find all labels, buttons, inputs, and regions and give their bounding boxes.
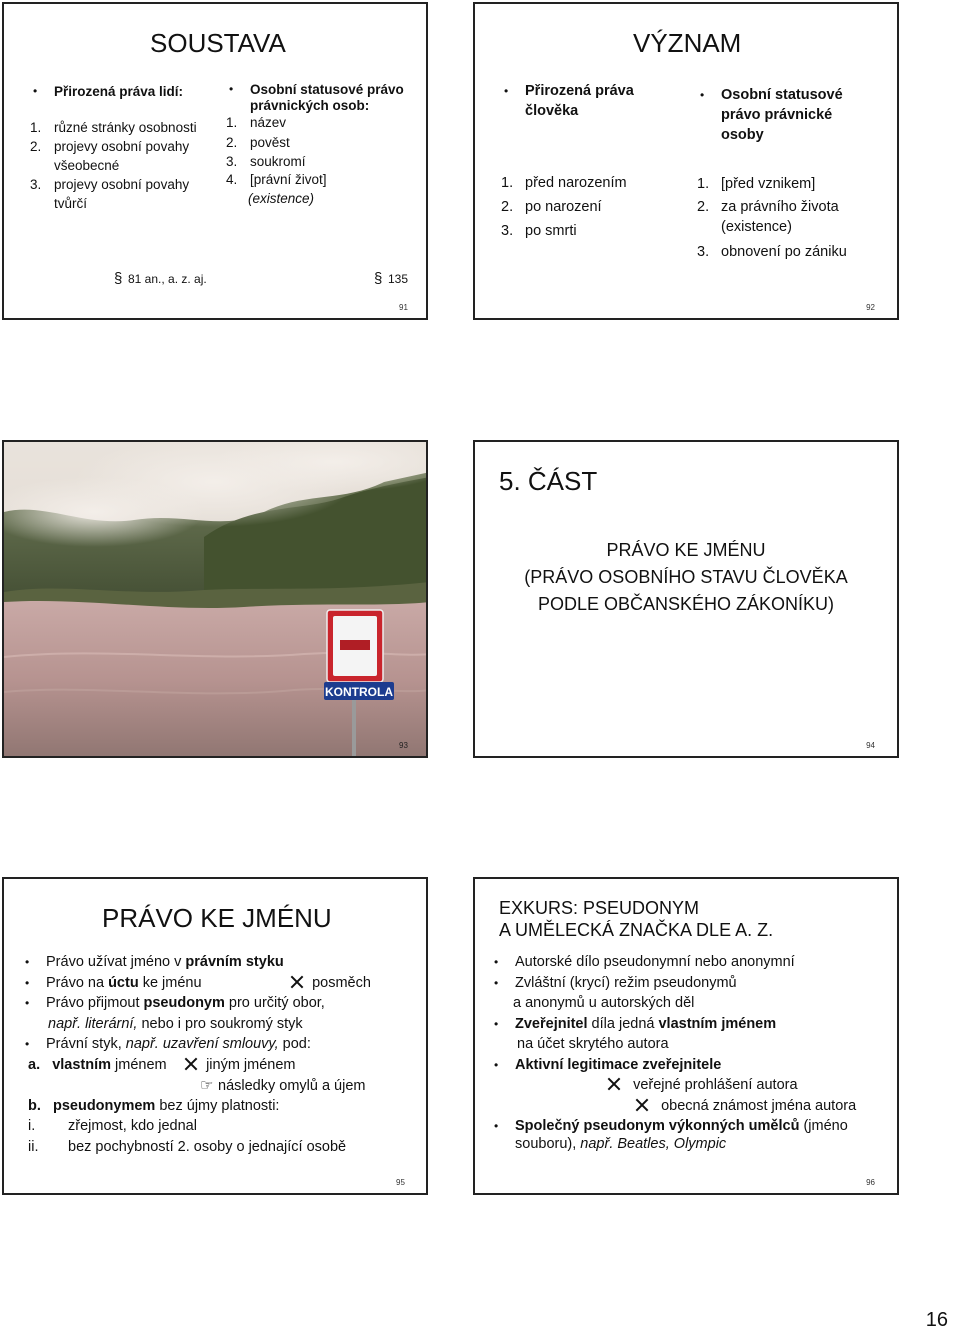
slide-title-2: A UMĚLECKÁ ZNAČKA DLE A. Z.	[499, 920, 774, 940]
sub-item-a: a. vlastním jménem	[28, 1057, 167, 1073]
list-item: tvůrčí	[54, 196, 88, 211]
right-heading-3: osoby	[721, 127, 764, 143]
slide-95	[2, 877, 428, 1195]
list-item: pověst	[250, 135, 290, 150]
list-num: 3.	[697, 244, 710, 260]
slide-94	[473, 440, 899, 758]
list-item: • Právo přijmout pseudonym pro určitý obor,	[46, 994, 325, 1013]
contrast-item: jiným jménem	[184, 1056, 296, 1075]
river-photo	[4, 442, 428, 758]
list-item: [před vznikem]	[721, 176, 816, 192]
slide-number: 94	[866, 741, 875, 750]
left-heading: • Přirozená práva lidí:	[54, 82, 183, 101]
section-icon	[374, 272, 388, 284]
slide-title: 5. ČÁST	[499, 466, 598, 496]
right-heading: • Osobní statusové	[721, 86, 843, 105]
list-item: (existence)	[721, 219, 792, 235]
list-item: • Aktivní legitimace zveřejnitele	[515, 1056, 721, 1075]
list-item: za právního života	[721, 199, 839, 215]
list-num: 1.	[697, 176, 710, 192]
sub-item: bez pochybností 2. osoby o jednající osobě	[68, 1139, 347, 1155]
list-item: • Právo užívat jméno v právním styku	[46, 953, 284, 972]
slide-number: 92	[866, 303, 875, 312]
list-num: 3.	[501, 223, 514, 239]
subtitle-line: PODLE OBČANSKÉHO ZÁKONÍKU)	[537, 594, 835, 614]
list-item-cont: souboru), např. Beatles, Olympic	[515, 1136, 727, 1152]
law-ref-left: §81 an., a. z. aj.	[114, 270, 207, 289]
list-item: projevy osobní povahy	[54, 139, 190, 154]
list-item: (existence)	[248, 191, 315, 206]
list-item: soukromí	[250, 154, 306, 169]
sub-item-b: b. pseudonymem bez újmy platnosti:	[28, 1098, 280, 1114]
cross-icon	[635, 1098, 649, 1112]
sign-label: KONTROLA	[325, 685, 393, 699]
slide-number: 93	[399, 741, 408, 750]
list-num: 2.	[30, 139, 42, 154]
list-item: • Právo na úctu ke jménu	[46, 974, 202, 993]
consequence-item: ☞ následky omylů a újem	[200, 1077, 366, 1094]
roman-num: ii.	[28, 1139, 39, 1155]
list-num: 3.	[226, 154, 238, 169]
list-item-cont: např. literární, nebo i pro soukromý styk	[48, 1016, 303, 1032]
slide-96	[473, 877, 899, 1195]
slide-91	[2, 2, 428, 320]
list-item: • Právní styk, např. uzavření smlouvy, pod:	[46, 1035, 311, 1054]
left-heading: • Přirozená práva	[525, 82, 634, 101]
slide-title: EXKURS: PSEUDONYM	[499, 898, 700, 918]
slide-number: 96	[866, 1178, 875, 1187]
list-item: různé stránky osobnosti	[54, 120, 197, 135]
list-num: 1.	[226, 115, 238, 130]
right-heading: • Osobní statusové právo	[250, 80, 404, 99]
subtitle-line: PRÁVO KE JMÉNU	[606, 540, 766, 560]
slide-93	[2, 440, 428, 758]
list-num: 2.	[226, 135, 238, 150]
slide-92	[473, 2, 899, 320]
list-num: 2.	[697, 199, 710, 215]
list-item: • Společný pseudonym výkonných umělců (jméno	[515, 1117, 848, 1136]
list-item: po narození	[525, 199, 602, 215]
cross-icon	[290, 975, 304, 989]
slide-title: PRÁVO KE JMÉNU	[102, 903, 332, 933]
contrast-item: obecná známost jména autora	[635, 1097, 856, 1116]
contrast-item: posměch	[290, 974, 371, 993]
list-item: název	[250, 115, 287, 130]
cross-icon	[184, 1057, 198, 1071]
left-heading-2: člověka	[525, 103, 579, 119]
section-icon	[114, 272, 128, 284]
slide-title: VÝZNAM	[633, 28, 742, 58]
list-num: 1.	[501, 175, 514, 191]
right-heading-2: právo právnické	[721, 107, 833, 123]
right-heading-2: právnických osob:	[250, 98, 370, 113]
pointing-hand-icon: ☞	[200, 1077, 214, 1094]
cross-icon	[607, 1077, 621, 1091]
slide-number: 95	[396, 1178, 405, 1187]
list-num: 4.	[226, 172, 238, 187]
list-item: obnovení po zániku	[721, 244, 847, 260]
law-ref-right: § 135	[374, 270, 408, 289]
slide-title: SOUSTAVA	[150, 28, 286, 58]
list-item: všeobecné	[54, 158, 120, 173]
roman-num: i.	[28, 1118, 36, 1134]
list-item: • Zvláštní (krycí) režim pseudonymů	[515, 974, 737, 993]
list-num: 1.	[30, 120, 42, 135]
list-item-cont: na účet skrytého autora	[517, 1036, 669, 1052]
list-item: • Zveřejnitel díla jedná vlastním jménem	[515, 1015, 776, 1034]
list-item: před narozením	[525, 175, 627, 191]
contrast-item: veřejné prohlášení autora	[607, 1076, 798, 1095]
slide-number: 91	[399, 303, 408, 312]
list-num: 3.	[30, 177, 42, 192]
list-item: • Autorské dílo pseudonymní nebo anonymní	[515, 953, 795, 972]
list-item: projevy osobní povahy	[54, 177, 190, 192]
sub-item: zřejmost, kdo jednal	[68, 1118, 197, 1134]
list-num: 2.	[501, 199, 514, 215]
page-number: 16	[925, 1309, 948, 1331]
list-item: po smrti	[525, 223, 577, 239]
subtitle-line: (PRÁVO OSOBNÍHO STAVU ČLOVĚKA	[524, 567, 848, 587]
list-item: [právní život]	[250, 172, 327, 187]
list-item-cont: a anonymů u autorských děl	[513, 995, 695, 1011]
